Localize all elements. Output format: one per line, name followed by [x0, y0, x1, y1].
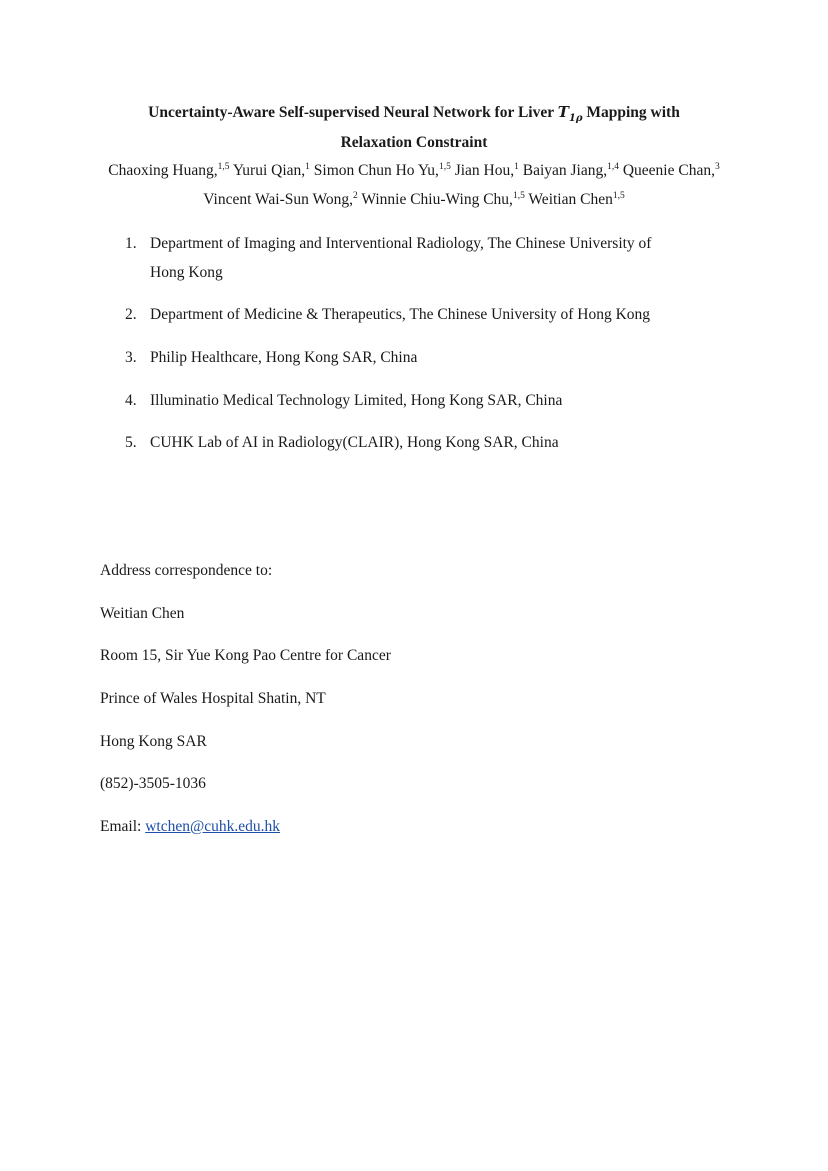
affiliation-number: 3.: [125, 349, 137, 366]
affiliation-line: Hong Kong: [150, 264, 223, 281]
author: [233, 162, 310, 179]
author-name: Chaoxing Huang,: [108, 162, 218, 179]
affiliation-text: Illuminatio Medical Technology Limited, Hong Kong SAR, China: [150, 392, 563, 409]
math-subscript: 1ρ: [568, 113, 583, 124]
affiliation-text: [150, 229, 710, 287]
correspondence-email-line: [100, 812, 280, 841]
affiliation-number: 1.: [125, 235, 137, 252]
affiliation-number: 5.: [125, 434, 137, 451]
title-prefix: Uncertainty-Aware Self-supervised Neural Network for Liver: [148, 104, 554, 121]
author: [361, 191, 524, 208]
correspondence-hospital: Prince of Wales Hospital Shatin, NT: [100, 690, 326, 707]
author-name: Winnie Chiu-Wing Chu,: [361, 191, 513, 208]
affiliation-text: CUHK Lab of AI in Radiology(CLAIR), Hong Kong SAR, China: [150, 434, 559, 451]
email-link[interactable]: wtchen@cuhk.edu.hk: [145, 818, 280, 835]
t1rho-symbol: [557, 103, 583, 124]
correspondence-region: Hong Kong SAR: [100, 733, 207, 750]
author: [528, 191, 624, 208]
correspondence-name: Weitian Chen: [100, 605, 185, 622]
author-name: Queenie Chan,: [622, 162, 715, 179]
author-affiliation-ref: 1,4: [607, 162, 619, 172]
author-affiliation-ref: 1: [305, 162, 310, 172]
author-name: Jian Hou,: [454, 162, 515, 179]
author-affiliation-ref: 1,5: [612, 191, 625, 201]
correspondence-room: Room 15, Sir Yue Kong Pao Centre for Cancer: [100, 647, 391, 664]
author-name: Simon Chun Ho Yu,: [313, 162, 439, 179]
author-name: Yurui Qian,: [232, 162, 306, 179]
author: [523, 162, 619, 179]
affiliation-number: 4.: [125, 392, 137, 409]
paper-title-line-2: Relaxation Constraint: [340, 134, 488, 151]
author-name: Vincent Wai-Sun Wong,: [203, 191, 353, 208]
author: [455, 162, 519, 179]
author-affiliation-ref: 1,5: [438, 162, 451, 172]
author-affiliation-ref: 1: [514, 162, 519, 172]
author: [623, 162, 720, 179]
author: [108, 162, 229, 179]
affiliation-text: Philip Healthcare, Hong Kong SAR, China: [150, 349, 418, 366]
title-suffix: Mapping with: [586, 104, 680, 121]
author-affiliation-ref: 2: [352, 191, 358, 201]
author: [203, 191, 357, 208]
author-name: Baiyan Jiang,: [522, 162, 608, 179]
author-affiliation-ref: 1,5: [512, 191, 525, 201]
correspondence-phone: (852)-3505-1036: [100, 775, 206, 792]
email-label: Email:: [100, 818, 142, 835]
author: [314, 162, 451, 179]
math-symbol: T: [557, 103, 569, 121]
affiliation-line: Department of Imaging and Interventional Radiology, The Chinese University of: [150, 235, 652, 252]
author-list: [90, 156, 738, 214]
affiliation-number: 2.: [125, 306, 137, 323]
author-name: Weitian Chen: [528, 191, 613, 208]
affiliation-text: Department of Medicine & Therapeutics, The Chinese University of Hong Kong: [150, 306, 651, 323]
author-affiliation-ref: 1,5: [217, 162, 230, 172]
correspondence-heading: Address correspondence to:: [100, 562, 273, 579]
author-affiliation-ref: 3: [714, 162, 720, 172]
